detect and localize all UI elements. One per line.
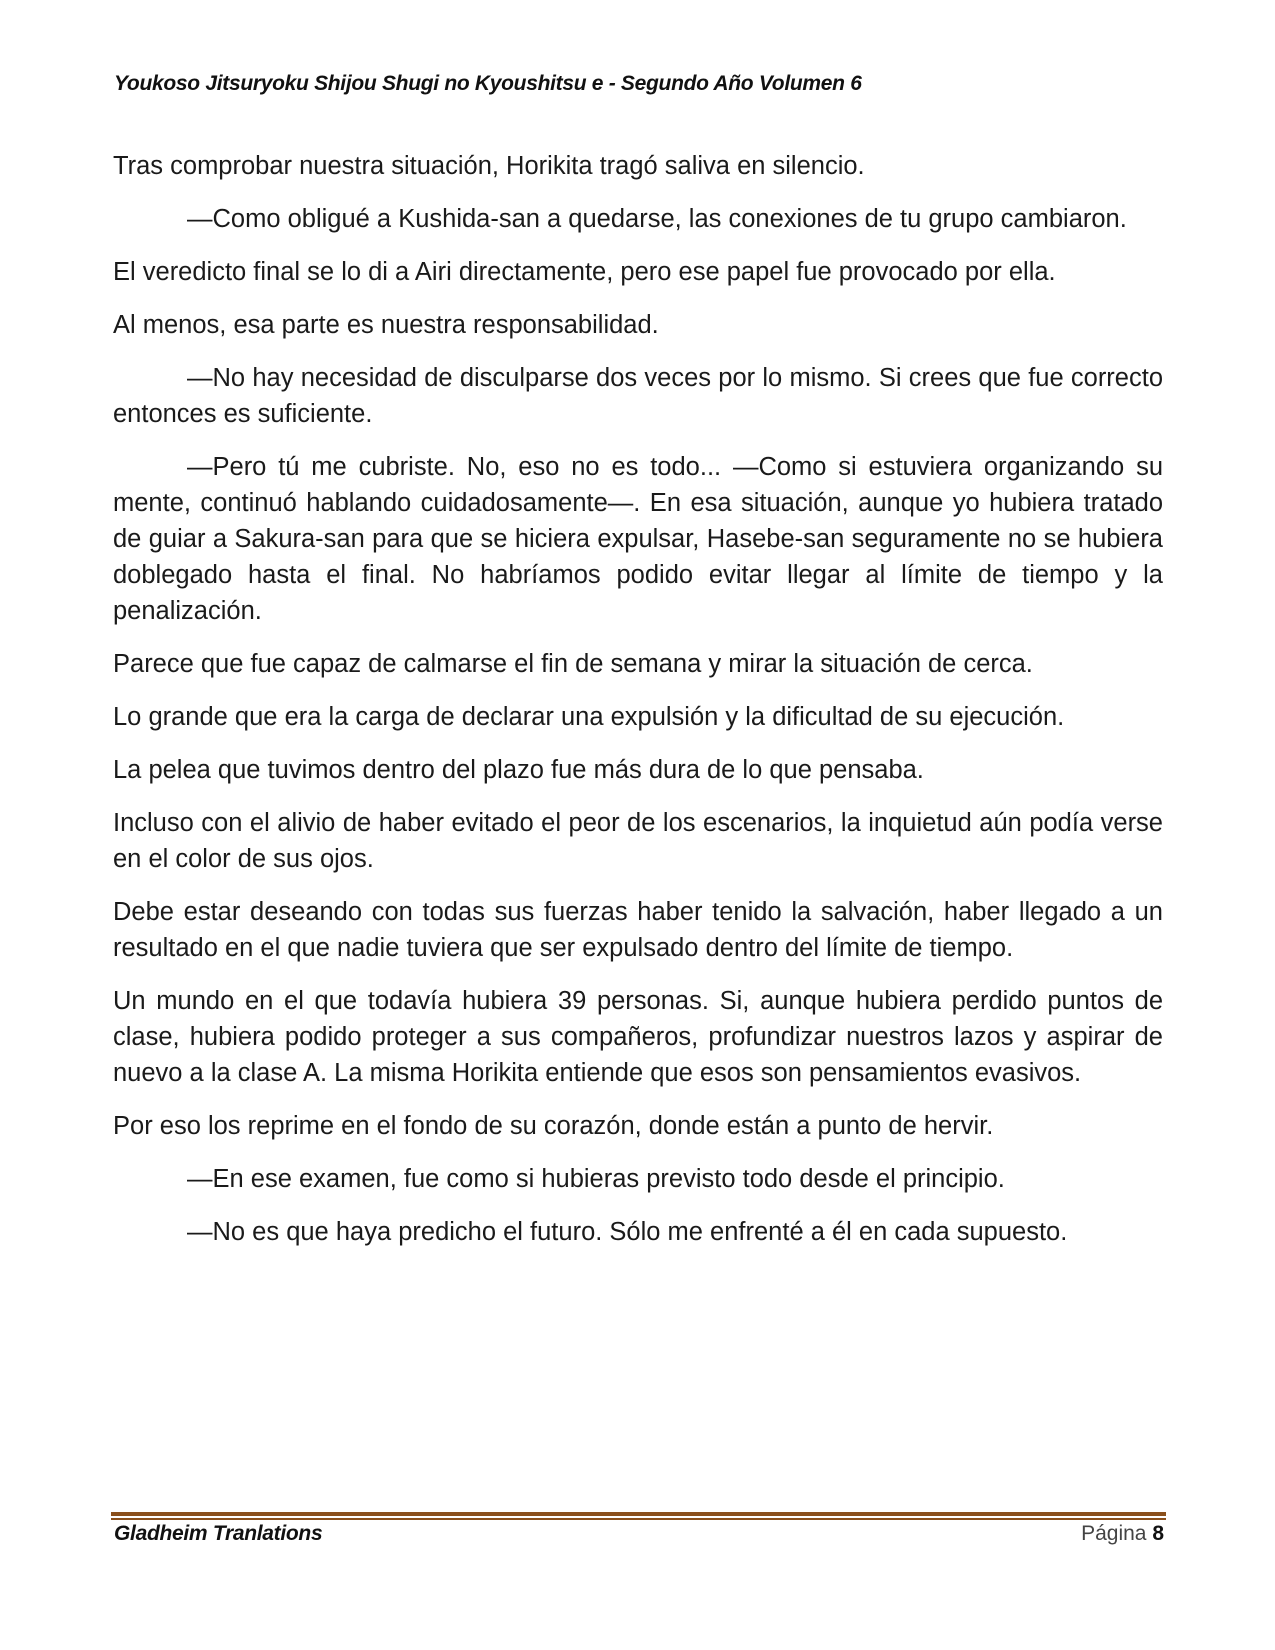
dialogue-paragraph: —Como obligué a Kushida-san a quedarse, las conexiones de tu grupo cambiaron.	[187, 205, 1127, 233]
page-number: 8	[1152, 1522, 1164, 1545]
footer-divider	[111, 1512, 1166, 1520]
paragraph: Incluso con el alivio de haber evitado el peor de los escenarios, la inquietud aún podía verse en el color de sus ojos.	[113, 809, 1163, 873]
paragraph: El veredicto final se lo di a Airi directamente, pero ese papel fue provocado por ella.	[113, 258, 1056, 286]
footer-group-name: Gladheim Tranlations	[114, 1522, 323, 1545]
page-label: Página	[1081, 1522, 1147, 1545]
paragraph: Tras comprobar nuestra situación, Horikita tragó saliva en silencio.	[113, 152, 865, 180]
dialogue-paragraph: —No es que haya predicho el futuro. Sólo me enfrenté a él en cada supuesto.	[187, 1218, 1068, 1246]
paragraph: Al menos, esa parte es nuestra responsabilidad.	[113, 311, 659, 339]
body-text	[113, 148, 1163, 1267]
running-header: Youkoso Jitsuryoku Shijou Shugi no Kyoushitsu e - Segundo Año Volumen 6	[114, 72, 862, 95]
footer-page-indicator	[1081, 1522, 1164, 1546]
paragraph: Por eso los reprime en el fondo de su corazón, donde están a punto de hervir.	[113, 1112, 994, 1140]
dialogue-paragraph: —No hay necesidad de disculparse dos veces por lo mismo. Si crees que fue correcto entonces es suficiente.	[113, 364, 1163, 428]
dialogue-paragraph: —Pero tú me cubriste. No, eso no es todo... —Como si estuviera organizando su mente, continuó hablando cuidadosamente—. En esa situación, aunque yo hubiera tratado de guiar a Sakura-san para que se hiciera expulsar, Hasebe-san seguramente no se hubiera doblegado hasta el final. No habríamos podido evitar llegar al límite de tiempo y la penalización.	[113, 453, 1163, 625]
paragraph: Un mundo en el que todavía hubiera 39 personas. Si, aunque hubiera perdido puntos de clase, hubiera podido proteger a sus compañeros, profundizar nuestros lazos y aspirar de nuevo a la clase A. La misma Horikita entiende que esos son pensamientos evasivos.	[113, 987, 1163, 1087]
footer-divider-thick	[111, 1512, 1166, 1516]
paragraph: La pelea que tuvimos dentro del plazo fue más dura de lo que pensaba.	[113, 756, 924, 784]
paragraph: Parece que fue capaz de calmarse el fin de semana y mirar la situación de cerca.	[113, 650, 1033, 678]
paragraph: Debe estar deseando con todas sus fuerzas haber tenido la salvación, haber llegado a un resultado en el que nadie tuviera que ser expulsado dentro del límite de tiempo.	[113, 898, 1163, 962]
dialogue-paragraph: —En ese examen, fue como si hubieras previsto todo desde el principio.	[187, 1165, 1005, 1193]
paragraph: Lo grande que era la carga de declarar una expulsión y la dificultad de su ejecución.	[113, 703, 1065, 731]
footer-divider-thin	[111, 1518, 1166, 1520]
